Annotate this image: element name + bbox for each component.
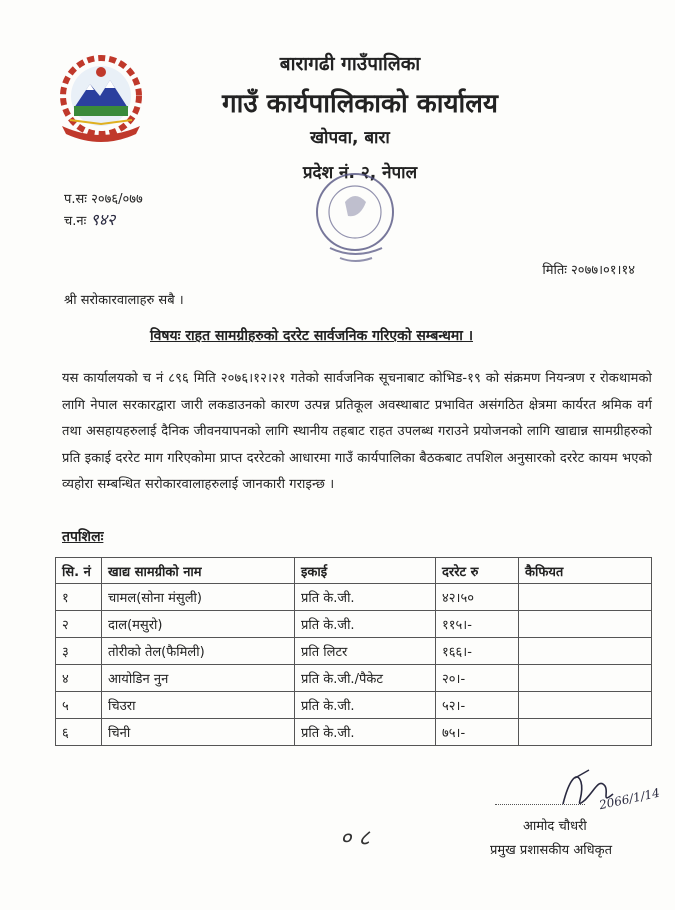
cell-unit: प्रति के.जी. <box>295 584 436 611</box>
table-row <box>56 584 652 611</box>
cell-unit: प्रति के.जी./पैकेट <box>295 665 436 692</box>
cell-rate: ५२।- <box>436 692 519 719</box>
letter-date: मितिः २०७७।०१।१४ <box>542 263 635 278</box>
patra-sankhya-label: प.सः <box>64 192 87 207</box>
col-header-item: खाद्य सामग्रीको नाम <box>102 558 295 584</box>
cell-unit: प्रति के.जी. <box>295 611 436 638</box>
municipality-name: बारागढी गाउँपालिका <box>279 53 421 75</box>
cell-remarks <box>519 692 652 719</box>
cell-sn: ५ <box>56 692 102 719</box>
province-line: प्रदेश नं. २, नेपाल <box>302 163 418 183</box>
cell-rate: २०।- <box>436 665 519 692</box>
chalani-number-value: ९४२ <box>90 210 116 229</box>
cell-unit: प्रति लिटर <box>295 638 436 665</box>
signatory-name: आमोद चौधरी <box>523 819 587 834</box>
cell-sn: २ <box>56 611 102 638</box>
col-header-unit: इकाई <box>295 558 436 584</box>
cell-item: तोरीको तेल(फैमिली) <box>102 638 295 665</box>
cell-sn: ३ <box>56 638 102 665</box>
chalani-number-line <box>64 210 143 232</box>
cell-item: चिउरा <box>102 692 295 719</box>
details-heading: तपशिलः <box>62 529 104 545</box>
handwritten-margin-mark: ० ८ <box>340 826 370 851</box>
cell-unit: प्रति के.जी. <box>295 719 436 746</box>
col-header-rate: दररेट रु <box>436 558 519 584</box>
cell-remarks <box>519 665 652 692</box>
table-row <box>56 665 652 692</box>
col-header-remarks: कैफियत <box>519 558 652 584</box>
col-header-sn: सि. नं <box>56 558 102 584</box>
cell-remarks <box>519 719 652 746</box>
signatory-title: प्रमुख प्रशासकीय अधिकृत <box>490 843 613 858</box>
table-header-row <box>56 558 652 584</box>
cell-item: चामल(सोना मंसुली) <box>102 584 295 611</box>
rates-table <box>55 557 652 746</box>
handwritten-signature <box>555 760 665 822</box>
addressee: श्री सरोकारवालाहरु सबै । <box>64 293 184 308</box>
office-name: गाउँ कार्यपालिकाको कार्यालय <box>222 89 498 119</box>
patra-sankhya-value: २०७६/०७७ <box>91 192 143 207</box>
table-row <box>56 719 652 746</box>
cell-item: आयोडिन नुन <box>102 665 295 692</box>
cell-sn: १ <box>56 584 102 611</box>
cell-item: चिनी <box>102 719 295 746</box>
signature-line <box>495 804 585 805</box>
cell-sn: ४ <box>56 665 102 692</box>
chalani-number-label: च.नः <box>64 214 87 229</box>
cell-item: दाल(मसुरो) <box>102 611 295 638</box>
cell-rate: ११५।- <box>436 611 519 638</box>
cell-sn: ६ <box>56 719 102 746</box>
patra-sankhya-line <box>64 190 143 210</box>
cell-remarks <box>519 638 652 665</box>
subject-line: विषयः राहत सामग्रीहरुको दररेट सार्वजनिक गरिएको सम्बन्धमा । <box>150 328 474 344</box>
office-stamp <box>300 160 410 270</box>
cell-rate: ७५।- <box>436 719 519 746</box>
table-row <box>56 611 652 638</box>
table-row <box>56 638 652 665</box>
municipality-emblem <box>52 52 150 144</box>
reference-numbers <box>64 190 143 232</box>
table-row <box>56 692 652 719</box>
letter-body: यस कार्यालयको च नं ८९६ मिति २०७६।१२।२१ गतेको सार्वजनिक सूचनाबाट कोभिड-१९ को संक्रमण नियन्त्रण र रोकथामको लागि नेपाल सरकारद्वारा जारी लकडाउनको कारण उत्पन्न प्रतिकूल अवस्थाबाट प्रभावित असंगठित क्षेत्रमा कार्यरत श्रमिक वर्ग तथा असहायहरुलाई दैनिक जीवनयापनको लागि स्थानीय तहबाट राहत उपलब्ध गराउने प्रयोजनको लागि खाद्यान्न सामग्रीहरुको प्रति इकाई दररेट माग गरिएकोमा प्राप्त दररेटको आधारमा गाउँ कार्यपालिका बैठकबाट तपशिल अनुसारको दररेट कायम भएको व्यहोरा सम्बन्धित सरोकारवालाहरुलाई जानकारी गराइन्छ । <box>62 371 652 492</box>
svg-text:2066/1/14: 2066/1/14 <box>597 785 661 813</box>
cell-rate: ४२।५० <box>436 584 519 611</box>
cell-unit: प्रति के.जी. <box>295 692 436 719</box>
cell-rate: १६६।- <box>436 638 519 665</box>
office-location: खोपवा, बारा <box>310 128 390 148</box>
cell-remarks <box>519 584 652 611</box>
cell-remarks <box>519 611 652 638</box>
